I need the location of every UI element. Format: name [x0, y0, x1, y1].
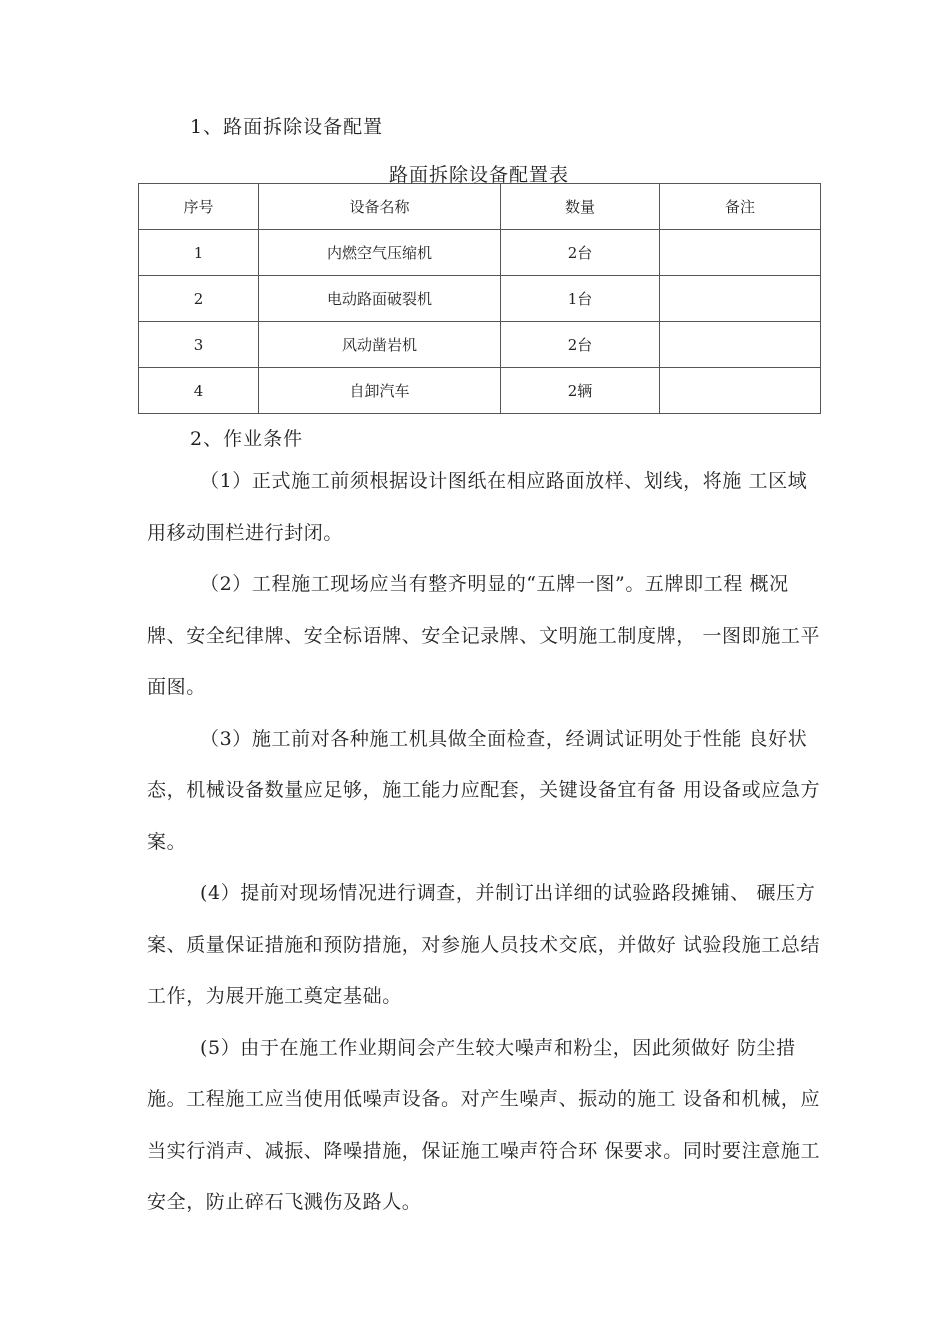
header-cell: 序号 — [139, 184, 259, 230]
table-cell: 自卸汽车 — [259, 368, 501, 414]
table-cell — [660, 276, 821, 322]
equipment-table — [138, 183, 821, 414]
paragraph: （1）正式施工前须根据设计图纸在相应路面放样、划线，将施 工区域用移动围栏进行封闭。 — [147, 470, 808, 544]
table-cell — [660, 322, 821, 368]
header-cell: 备注 — [660, 184, 821, 230]
paragraph: (4）提前对现场情况进行调查，并制订出详细的试验路段摊铺、 碾压方案、质量保证措施和预防措施，对参施人员技术交底，并做好 试验段施工总结工作，为展开施工奠定基础。 — [147, 882, 821, 1007]
table-cell: 3 — [139, 322, 259, 368]
table-cell: 2台 — [501, 230, 660, 276]
table-row — [139, 230, 821, 276]
table-cell: 2 — [139, 276, 259, 322]
header-cell: 设备名称 — [259, 184, 501, 230]
table-row — [139, 368, 821, 414]
section2-heading: 2、作业条件 — [190, 428, 304, 450]
table-cell — [660, 368, 821, 414]
table-cell: 1 — [139, 230, 259, 276]
section2-body — [147, 456, 822, 1229]
table-caption: 路面拆除设备配置表 — [388, 164, 569, 186]
table-row — [139, 322, 821, 368]
table-cell: 电动路面破裂机 — [259, 276, 501, 322]
table-cell: 1台 — [501, 276, 660, 322]
table-cell: 内燃空气压缩机 — [259, 230, 501, 276]
table-header-row — [139, 184, 821, 230]
table-cell: 2台 — [501, 322, 660, 368]
table-cell: 风动凿岩机 — [259, 322, 501, 368]
header-cell: 数量 — [501, 184, 660, 230]
table-row — [139, 276, 821, 322]
paragraph: (5）由于在施工作业期间会产生较大噪声和粉尘，因此须做好 防尘措施。工程施工应当使用低噪声设备。对产生噪声、振动的施工 设备和机械，应当实行消声、减振、降噪措施，保证施工噪声符合环 保要求。同时要注意施工安全，防止碎石飞溅伤及路人。 — [147, 1036, 821, 1213]
table-cell: 2辆 — [501, 368, 660, 414]
table-cell: 4 — [139, 368, 259, 414]
paragraph: （2）工程施工现场应当有整齐明显的“五牌一图”。五牌即工程 概况牌、安全纪律牌、安全标语牌、安全记录牌、文明施工制度牌， 一图即施工平面图。 — [147, 573, 821, 698]
paragraph: （3）施工前对各种施工机具做全面检查，经调试证明处于性能 良好状态，机械设备数量应足够，施工能力应配套，关键设备宜有备 用设备或应急方案。 — [147, 727, 821, 853]
table-cell — [660, 230, 821, 276]
section1-heading: 1、路面拆除设备配置 — [190, 116, 384, 138]
